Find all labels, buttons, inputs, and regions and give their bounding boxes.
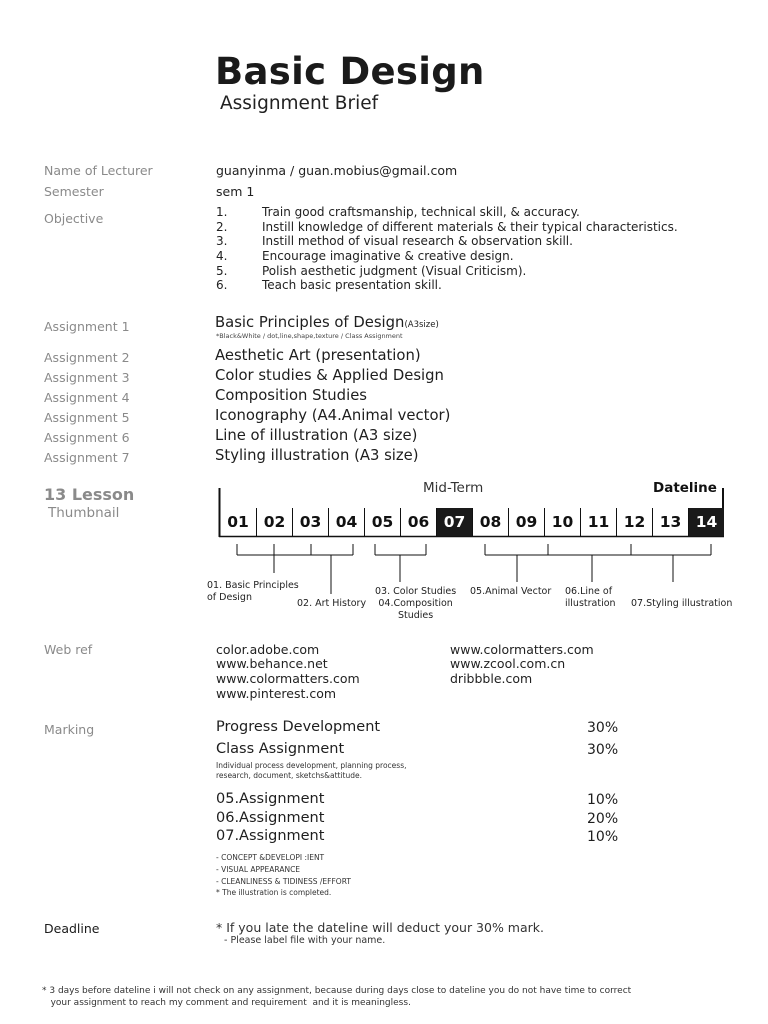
lecturer-value: guanyinma / guan.mobius@gmail.com [216,163,458,178]
week-cell: 01 [227,513,249,531]
marking-criterion: - CLEANLINESS & TIDINESS /EFFORT [216,877,351,886]
objective-text: Polish aesthetic judgment (Visual Criticism). [262,264,527,278]
assignment-title: Composition Studies [215,387,368,404]
week-cell: 06 [400,508,436,536]
week-cell: 02 [256,508,292,536]
assignment-1-label: Assignment 1 [44,319,130,334]
week-cell: 07 [436,508,472,536]
webref-link[interactable]: dribbble.com [450,671,533,686]
deadline-text: * If you late the dateline will deduct your 30% mark. [216,920,544,935]
assignment-title: Aesthetic Art (presentation) [215,347,421,364]
lesson-subtitle: Thumbnail [48,505,120,521]
marking-item-label: 07.Assignment [216,828,325,844]
lesson-title: 13 Lesson [44,485,135,504]
week-cell: 13 [652,508,688,536]
timeline-caption: 05.Animal Vector [470,586,552,597]
objective-label: Objective [44,211,104,226]
objective-text: Teach basic presentation skill. [262,278,442,292]
assignment-title: Line of illustration (A3 size) [215,427,418,444]
assignment-title: Iconography (A4.Animal vector) [215,407,451,424]
week-cell: 09 [508,508,544,536]
timeline-caption: 07.Styling illustration [631,598,733,609]
objective-text: Instill knowledge of different materials & their typical characteristics. [262,220,678,234]
marking-item-pct: 20% [587,811,619,827]
assignment-1-size: (A3size) [404,320,439,330]
assignment-label: Assignment 4 [44,390,130,405]
timeline-caption: 01. Basic Principles of Design [207,580,299,603]
objective-number: 6. [216,278,228,292]
week-cell: 12 [616,508,652,536]
objective-text: Train good craftsmanship, technical skill, & accuracy. [262,205,580,219]
dateline-label: Dateline [653,480,717,496]
objective-number: 3. [216,234,228,248]
deadline-label: Deadline [44,921,100,936]
footnote: * 3 days before dateline i will not check on any assignment, because during days close to dateline you do not have time to correct your assignment to reach my comment and requirement and it is meaningless. [42,986,632,1008]
marking-class-note: Individual process development, planning process, research, document, sketchs&attitude. [216,761,407,780]
timeline-caption: 06.Line of illustration [565,586,616,609]
assignment-label: Assignment 6 [44,430,130,445]
marking-class-pct: 30% [587,742,619,758]
timeline-caption: 03. Color Studies 04.Composition Studies [375,586,457,621]
assignment-1-name: Basic Principles of Design [215,314,405,331]
assignment-label: Assignment 2 [44,350,130,365]
week-cell: 03 [292,508,328,536]
semester-label: Semester [44,184,104,199]
webref-label: Web ref [44,642,93,657]
webref-link[interactable]: www.colormatters.com [450,642,594,657]
page-title: Basic Design [215,50,485,93]
marking-item-pct: 10% [587,792,619,808]
midterm-label: Mid-Term [423,480,484,496]
marking-item-label: 05.Assignment [216,791,325,807]
webref-link[interactable]: www.colormatters.com [216,671,360,686]
objective-text: Encourage imaginative & creative design. [262,249,514,263]
week-cell: 10 [544,508,580,536]
objective-number: 1. [216,205,228,219]
week-cell: 11 [580,508,616,536]
semester-value: sem 1 [216,184,255,199]
marking-item-pct: 10% [587,829,619,845]
objective-text: Instill method of visual research & observation skill. [262,234,573,248]
timeline-caption: 02. Art History [297,598,367,609]
assignment-label: Assignment 5 [44,410,130,425]
deadline-subtext: - Please label file with your name. [224,935,386,946]
page-subtitle: Assignment Brief [220,93,379,114]
assignment-1-note: *Black&White / dot,line,shape,texture / Class Assignment [216,332,403,340]
marking-item-label: 06.Assignment [216,810,325,826]
week-cell: 04 [328,508,364,536]
webref-link[interactable]: www.zcool.com.cn [450,656,566,671]
assignment-label: Assignment 3 [44,370,130,385]
assignment-title: Color studies & Applied Design [215,367,444,384]
week-cell: 14 [688,508,724,536]
webref-link[interactable]: www.behance.net [216,656,328,671]
marking-criterion: - VISUAL APPEARANCE [216,865,301,874]
webref-link[interactable]: www.pinterest.com [216,686,337,701]
assignment-title: Styling illustration (A3 size) [215,447,419,464]
week-cell: 08 [472,508,508,536]
week-cell: 05 [364,508,400,536]
marking-label: Marking [44,722,95,737]
assignment-label: Assignment 7 [44,450,130,465]
timeline-bar [220,508,724,536]
webref-link[interactable]: color.adobe.com [216,642,320,657]
objective-number: 4. [216,249,228,263]
objective-number: 5. [216,264,228,278]
marking-class-label: Class Assignment [216,741,345,757]
objective-number: 2. [216,220,228,234]
marking-criterion: - CONCEPT &DEVELOPI :IENT [216,853,325,862]
marking-progress-label: Progress Development [216,719,381,735]
marking-criterion: * The illustration is completed. [216,888,332,897]
lecturer-label: Name of Lecturer [44,163,153,178]
marking-progress-pct: 30% [587,720,619,736]
